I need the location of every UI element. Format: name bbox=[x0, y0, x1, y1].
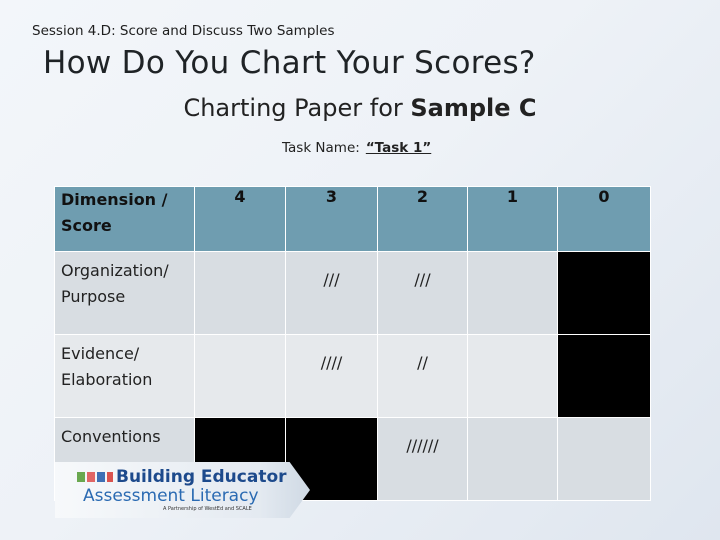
session-label: Session 4.D: Score and Discuss Two Samples bbox=[32, 23, 335, 39]
logo-subtitle: Assessment Literacy bbox=[83, 486, 259, 506]
score-cell: // bbox=[378, 335, 468, 418]
score-cell bbox=[558, 335, 651, 418]
subtitle-prefix: Charting Paper for bbox=[183, 94, 403, 122]
score-cell: //// bbox=[286, 335, 378, 418]
slide-title: How Do You Chart Your Scores? bbox=[43, 45, 536, 81]
logo-square-icon bbox=[87, 472, 95, 482]
score-cell bbox=[195, 252, 286, 335]
dimension-header bbox=[55, 187, 195, 252]
score-cell: ////// bbox=[378, 418, 468, 501]
slide-subtitle bbox=[0, 94, 720, 122]
row-label-line2: Elaboration bbox=[61, 370, 153, 389]
building-educator-logo bbox=[55, 462, 310, 518]
row-label-line2: Purpose bbox=[61, 287, 126, 306]
score-cell bbox=[468, 418, 558, 501]
dimension-header-line1: Dimension / bbox=[61, 190, 168, 209]
score-cell: /// bbox=[286, 252, 378, 335]
logo-square-icon bbox=[97, 472, 105, 482]
task-value: “Task 1” bbox=[365, 140, 432, 156]
task-label: Task Name: bbox=[282, 140, 360, 156]
score-header-2: 2 bbox=[378, 187, 468, 252]
row-label-line1: Evidence/ bbox=[61, 344, 140, 363]
row-label bbox=[55, 252, 195, 335]
logo-title: Building Educator bbox=[116, 467, 287, 487]
row-label bbox=[55, 335, 195, 418]
score-header-0: 0 bbox=[558, 187, 651, 252]
score-cell bbox=[558, 252, 651, 335]
table-row-evidence bbox=[55, 335, 651, 418]
score-header-1: 1 bbox=[468, 187, 558, 252]
row-label-line1: Conventions bbox=[61, 427, 161, 446]
table-header-row bbox=[55, 187, 651, 252]
logo-square-icon bbox=[77, 472, 85, 482]
logo-square-icon bbox=[107, 472, 113, 482]
logo-tagline: A Partnership of WestEd and SCALE bbox=[163, 506, 252, 512]
score-cell bbox=[468, 335, 558, 418]
score-cell: /// bbox=[378, 252, 468, 335]
task-name bbox=[282, 140, 431, 156]
score-cell bbox=[558, 418, 651, 501]
score-header-3: 3 bbox=[286, 187, 378, 252]
score-header-4: 4 bbox=[195, 187, 286, 252]
score-cell bbox=[468, 252, 558, 335]
subtitle-sample: Sample C bbox=[410, 94, 537, 122]
table-row-organization bbox=[55, 252, 651, 335]
scoring-table bbox=[54, 186, 651, 501]
score-cell bbox=[195, 335, 286, 418]
dimension-header-line2: Score bbox=[61, 216, 112, 235]
row-label-line1: Organization/ bbox=[61, 261, 169, 280]
